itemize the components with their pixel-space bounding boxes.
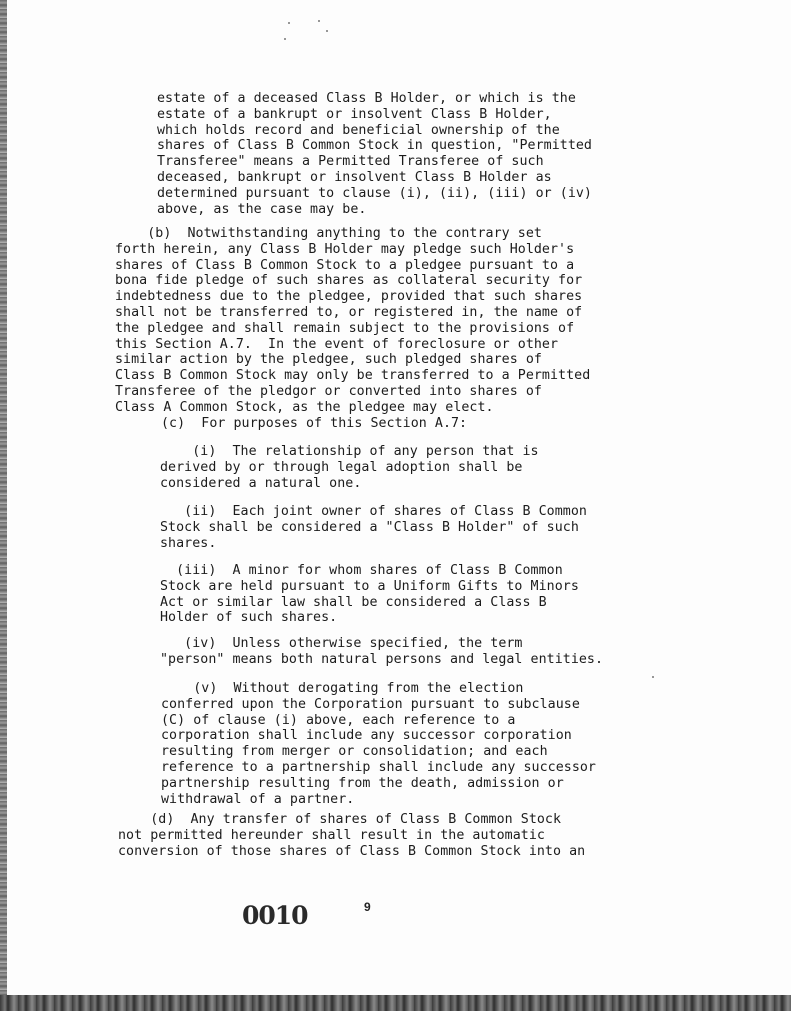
paragraph-d: (d) Any transfer of shares of Class B Common Stock not permitted hereunder shall result in the automatic conversion of those shares of Class B Common Stock into an (118, 812, 586, 859)
paragraph-b: (b) Notwithstanding anything to the contrary set forth herein, any Class B Holder may pledge such Holder's shares of Class B Common Stock to a pledgee pursuant to a bona fide pledge of such shares as collateral security for indebtedness due to the pledgee, provided that such shares shall not be transferred to, or registered in, the name of the pledgee and shall remain subject to the provisions of this Section A.7. In the event of foreclosure or other similar action by the pledgee, such pledged shares of Class B Common Stock may only be transferred to a Permitted Transferee of the pledgor or converted into shares of Class A Common Stock, as the pledgee may elect. (115, 226, 591, 415)
scan-left-edge (0, 0, 7, 1011)
page-number: 9 (364, 900, 371, 914)
scan-speck (318, 20, 320, 22)
paragraph-a-continuation: estate of a deceased Class B Holder, or which is the estate of a bankrupt or insolvent Class B Holder, which holds record and beneficial ownership of the shares of Class B Common Stock in question, "Permitted Transferee" means a Permitted Transferee of such deceased, bankrupt or insolvent Class B Holder as determined pursuant to clause (i), (ii), (iii) or (iv) above, as the case may be. (157, 91, 592, 217)
scan-speck (652, 676, 654, 678)
scan-speck (288, 22, 290, 24)
scan-speck (326, 30, 328, 32)
paragraph-c: (c) For purposes of this Section A.7: (161, 416, 468, 431)
scan-bottom-edge (0, 995, 791, 1011)
clause-iv: (iv) Unless otherwise specified, the term "person" means both natural persons and legal entities. (160, 636, 604, 667)
clause-ii: (ii) Each joint owner of shares of Class B Common Stock shall be considered a "Class B Holder" of such shares. (160, 504, 587, 551)
clause-i: (i) The relationship of any person that is derived by or through legal adoption shall be considered a natural one. (160, 444, 539, 491)
clause-v: (v) Without derogating from the election conferred upon the Corporation pursuant to subclause (C) of clause (i) above, each reference to a corporation shall include any successor corporation resulting from merger or consolidation; and each reference to a partnership shall include any successor partnership resulting from the death, admission or withdrawal of a partner. (161, 681, 596, 807)
scan-speck (284, 38, 286, 40)
clause-iii: (iii) A minor for whom shares of Class B Common Stock are held pursuant to a Uniform Gifts to Minors Act or similar law shall be considered a Class B Holder of such shares. (160, 563, 579, 626)
bates-stamp: 0010 (242, 901, 308, 930)
